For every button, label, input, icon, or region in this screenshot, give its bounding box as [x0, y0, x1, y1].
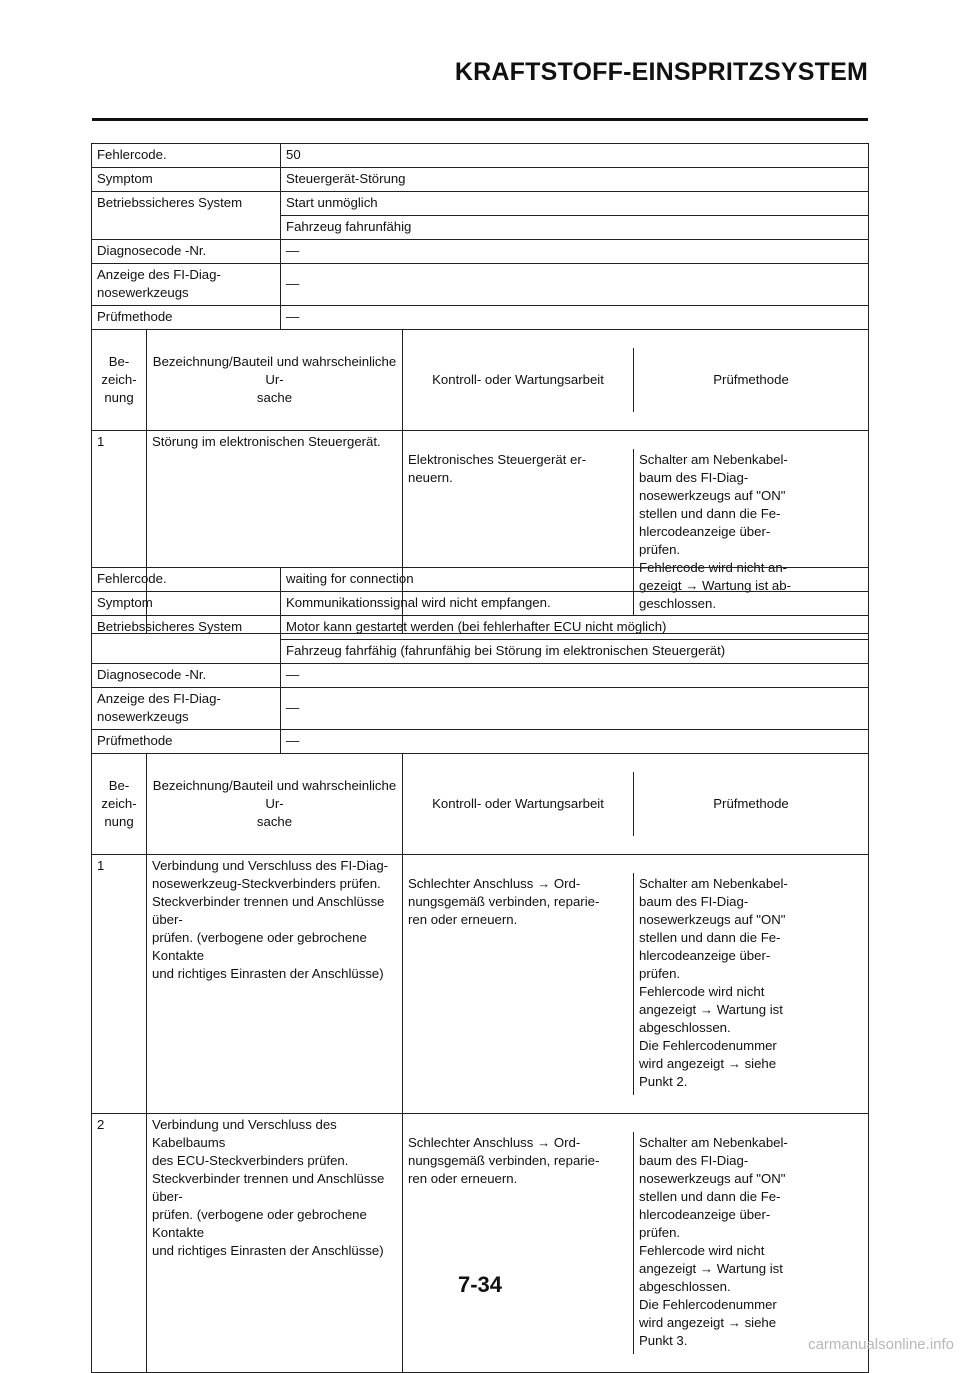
row-number: 1 — [92, 431, 147, 634]
anzeige-value: — — [281, 688, 869, 730]
col-header-action: Kontroll- oder Wartungsarbeit — [403, 348, 634, 412]
row-action: Schlechter Anschluss → Ord- nungsgemäß verbinden, reparie- ren oder erneuern. — [403, 873, 634, 1095]
row-method: Schalter am Nebenkabel- baum des FI-Diag- nosewerkzeugs auf "ON" stellen und dann die Fe- hlercodeanzeige über- prüfen. Fehlercode wird nicht an- gezeigt → Wartung ist ab- geschlossen. — [639, 452, 791, 611]
symptom-row — [92, 168, 869, 192]
diagnosecode-value: — — [281, 664, 869, 688]
fehlercode-row — [92, 568, 869, 592]
row-cause: Verbindung und Verschluss des FI-Diag- nosewerkzeug-Steckverbinders prüfen. Steckverbinder trennen und Anschlüsse über- prüfen. (verbogene oder gebrochene Kontakte und richtiges Einrasten der Anschlüsse) — [147, 855, 403, 1114]
pruefmethode-value: — — [281, 306, 869, 330]
fault-code-table-50 — [91, 143, 869, 634]
pruefmethode-value: — — [281, 730, 869, 754]
failsafe-label: Betriebssicheres System — [92, 616, 281, 664]
diagnosecode-row — [92, 240, 869, 264]
fault-code-table-waiting — [91, 567, 869, 1373]
table-row — [92, 1114, 869, 1373]
row-cause: Störung im elektronischen Steuergerät. — [147, 431, 403, 634]
failsafe-value-1: Motor kann gestartet werden (bei fehlerhafter ECU nicht möglich) — [281, 616, 869, 640]
diagnosecode-value: — — [281, 240, 869, 264]
col-header-method: Prüfmethode — [713, 371, 789, 387]
page-title: KRAFTSTOFF-EINSPRITZSYSTEM — [454, 58, 868, 86]
row-split — [403, 1114, 869, 1373]
row-subrow — [403, 1132, 868, 1354]
row-number: 2 — [92, 1114, 147, 1373]
fehlercode-value: 50 — [281, 144, 869, 168]
col-header-bezeichnung: Be- zeich- nung — [92, 330, 147, 431]
fehlercode-label: Fehlercode. — [92, 568, 281, 592]
col-header-cause: Bezeichnung/Bauteil und wahrscheinliche Ur- sache — [147, 330, 403, 431]
col-header-subrow — [403, 772, 868, 836]
anzeige-row — [92, 264, 869, 306]
col-header-subtable — [403, 348, 868, 412]
row-number: 1 — [92, 855, 147, 1114]
symptom-label: Symptom — [92, 168, 281, 192]
fehlercode-value: waiting for connection — [281, 568, 869, 592]
fehlercode-row — [92, 144, 869, 168]
row-action: Schlechter Anschluss → Ord- nungsgemäß verbinden, reparie- ren oder erneuern. — [403, 1132, 634, 1354]
symptom-value: Steuergerät-Störung — [281, 168, 869, 192]
table-row — [92, 855, 869, 1114]
title-divider — [92, 118, 868, 121]
col-header-bezeichnung: Be- zeich- nung — [92, 754, 147, 855]
anzeige-value: — — [281, 264, 869, 306]
diagnosecode-row — [92, 664, 869, 688]
anzeige-label: Anzeige des FI-Diag- nosewerkzeugs — [92, 688, 281, 730]
row-subtable — [403, 1132, 868, 1354]
col-header-subtable — [403, 772, 868, 836]
diagnosecode-label: Diagnosecode -Nr. — [92, 240, 281, 264]
row-cause: Verbindung und Verschluss des Kabelbaums des ECU-Steckverbinders prüfen. Steckverbinder trennen und Anschlüsse über- prüfen. (verbogene oder gebrochene Kontakte und richtiges Einrasten der Anschlüsse) — [147, 1114, 403, 1373]
row-split — [403, 855, 869, 1114]
row-action: Elektronisches Steuergerät er- neuern. — [403, 449, 634, 615]
symptom-label: Symptom — [92, 592, 281, 616]
failsafe-row — [92, 616, 869, 640]
anzeige-row — [92, 688, 869, 730]
col-header-subrow — [403, 348, 868, 412]
anzeige-label: Anzeige des FI-Diag- nosewerkzeugs — [92, 264, 281, 306]
pruefmethode-label: Prüfmethode — [92, 306, 281, 330]
diagnosecode-label: Diagnosecode -Nr. — [92, 664, 281, 688]
failsafe-value-2: Fahrzeug fahrunfähig — [281, 216, 869, 240]
row-method: Schalter am Nebenkabel- baum des FI-Diag- nosewerkzeugs auf "ON" stellen und dann die Fe- hlercodeanzeige über- prüfen. Fehlercode wird nicht angezeigt → Wartung ist abgeschlossen. Die Fehlercodenummer wird angezeigt → siehe Punkt 2. — [639, 876, 788, 1089]
row-method: Schalter am Nebenkabel- baum des FI-Diag- nosewerkzeugs auf "ON" stellen und dann die Fe- hlercodeanzeige über- prüfen. Fehlercode wird nicht angezeigt → Wartung ist abgeschlossen. Die Fehlercodenummer wird angezeigt → siehe Punkt 3. — [639, 1135, 788, 1348]
column-header-row — [92, 754, 869, 855]
failsafe-row — [92, 192, 869, 216]
pruefmethode-row — [92, 730, 869, 754]
row-subrow — [403, 873, 868, 1095]
fehlercode-label: Fehlercode. — [92, 144, 281, 168]
col-header-split — [403, 754, 869, 855]
col-header-split — [403, 330, 869, 431]
failsafe-value-1: Start unmöglich — [281, 192, 869, 216]
page-number: 7-34 — [457, 1272, 503, 1297]
col-header-cause: Bezeichnung/Bauteil und wahrscheinliche Ur- sache — [147, 754, 403, 855]
failsafe-label: Betriebssicheres System — [92, 192, 281, 240]
row-subtable — [403, 873, 868, 1095]
col-header-method: Prüfmethode — [713, 795, 789, 811]
col-header-action: Kontroll- oder Wartungsarbeit — [403, 772, 634, 836]
symptom-value: Kommunikationssignal wird nicht empfangen. — [281, 592, 869, 616]
pruefmethode-row — [92, 306, 869, 330]
failsafe-value-2: Fahrzeug fahrfähig (fahrunfähig bei Störung im elektronischen Steuergerät) — [281, 640, 869, 664]
watermark: carmanualsonline.info — [808, 1336, 954, 1353]
symptom-row — [92, 592, 869, 616]
column-header-row — [92, 330, 869, 431]
pruefmethode-label: Prüfmethode — [92, 730, 281, 754]
